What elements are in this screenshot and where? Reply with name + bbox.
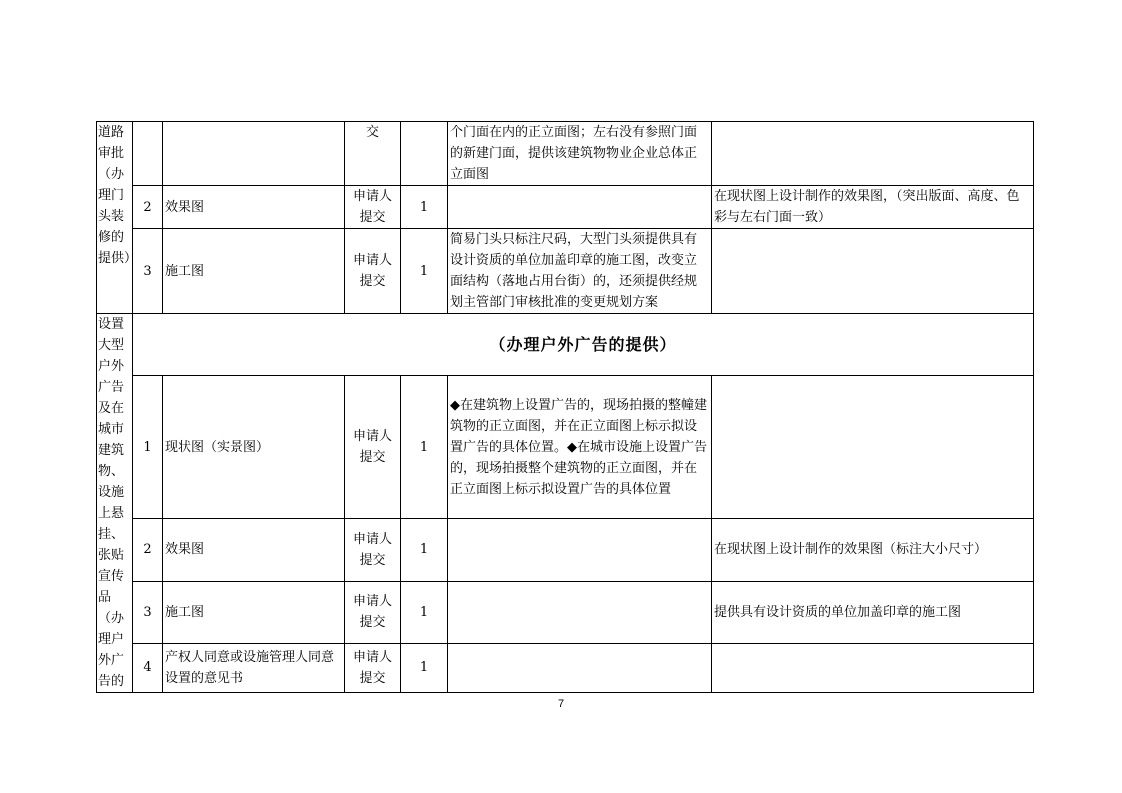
item-source: 申请人提交	[345, 519, 401, 581]
item-source: 申请人提交	[345, 643, 401, 692]
item-quantity	[401, 122, 448, 186]
item-name: 施工图	[163, 581, 345, 643]
item-name: 效果图	[163, 186, 345, 229]
item-source: 申请人提交	[345, 376, 401, 519]
table-row	[97, 314, 1034, 376]
category-cell: 道路审批（办理门头装修的提供）	[97, 122, 133, 314]
item-name	[163, 122, 345, 186]
item-number: 3	[133, 229, 163, 314]
item-number: 1	[133, 376, 163, 519]
item-note: 简易门头只标注尺码，大型门头须提供具有设计资质的单位加盖印章的施工图，改变立面结构（落地占用台街）的，还须提供经规划主管部门审核批准的变更规划方案	[448, 229, 712, 314]
item-quantity: 1	[401, 186, 448, 229]
item-number: 2	[133, 519, 163, 581]
item-number: 2	[133, 186, 163, 229]
table-row	[97, 376, 1034, 519]
item-note: 个门面在内的正立面图；左右没有参照门面的新建门面，提供该建筑物物业企业总体正立面图	[448, 122, 712, 186]
page-number: 7	[557, 698, 565, 710]
table-row	[97, 229, 1034, 314]
item-remark: 提供具有设计资质的单位加盖印章的施工图	[712, 581, 1034, 643]
item-name: 施工图	[163, 229, 345, 314]
table-row	[97, 122, 1034, 186]
table-row	[97, 186, 1034, 229]
category-cell: 设置大型户外广告及在城市建筑物、设施上悬挂、张贴宣传品（办理户外广告的	[97, 314, 133, 693]
item-remark: 在现状图上设计制作的效果图，（突出版面、高度、色彩与左右门面一致）	[712, 186, 1034, 229]
section-heading: （办理户外广告的提供）	[133, 314, 1034, 376]
item-note	[448, 519, 712, 581]
item-name: 现状图（实景图）	[163, 376, 345, 519]
item-quantity: 1	[401, 376, 448, 519]
table-row	[97, 643, 1034, 692]
item-source: 申请人提交	[345, 581, 401, 643]
item-note	[448, 643, 712, 692]
item-quantity: 1	[401, 581, 448, 643]
item-remark	[712, 229, 1034, 314]
item-remark	[712, 376, 1034, 519]
item-number: 3	[133, 581, 163, 643]
item-number	[133, 122, 163, 186]
item-note: ◆在建筑物上设置广告的，现场拍摄的整幢建筑物的正立面图，并在正立面图上标示拟设置广告的具体位置。◆在城市设施上设置广告的，现场拍摄整个建筑物的正立面图，并在正立面图上标示拟设置广告的具体位置	[448, 376, 712, 519]
requirements-table	[96, 121, 1034, 693]
item-note	[448, 186, 712, 229]
item-remark	[712, 122, 1034, 186]
item-number: 4	[133, 643, 163, 692]
table-row	[97, 581, 1034, 643]
item-note	[448, 581, 712, 643]
item-source: 交	[345, 122, 401, 186]
item-remark: 在现状图上设计制作的效果图（标注大小尺寸）	[712, 519, 1034, 581]
item-name: 产权人同意或设施管理人同意设置的意见书	[163, 643, 345, 692]
item-quantity: 1	[401, 643, 448, 692]
item-quantity: 1	[401, 519, 448, 581]
item-quantity: 1	[401, 229, 448, 314]
item-remark	[712, 643, 1034, 692]
table-row	[97, 519, 1034, 581]
item-name: 效果图	[163, 519, 345, 581]
item-source: 申请人提交	[345, 186, 401, 229]
item-source: 申请人提交	[345, 229, 401, 314]
